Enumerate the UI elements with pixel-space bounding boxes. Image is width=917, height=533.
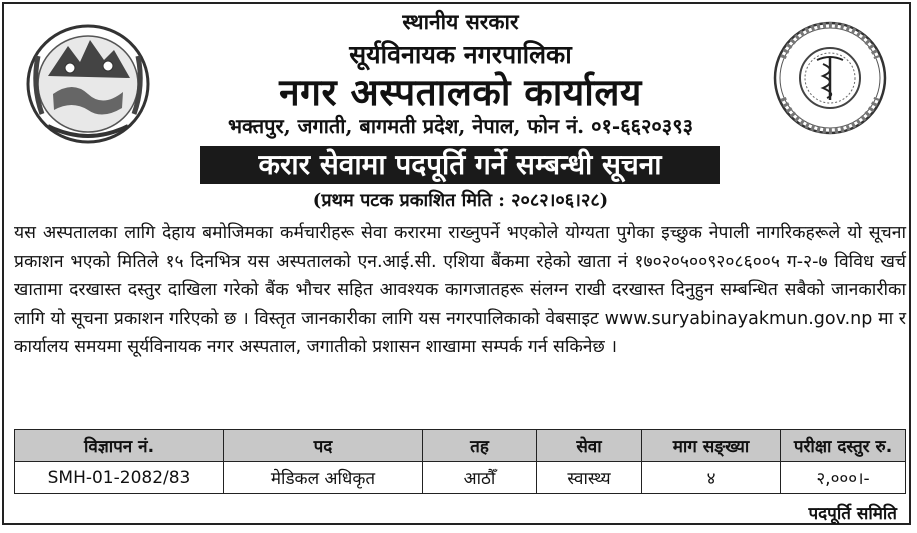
committee-signoff: पदपूर्ति समिति — [808, 504, 897, 524]
cell-level: आठौँ — [423, 462, 537, 494]
col-header-service: सेवा — [537, 430, 642, 462]
header-municipality: सूर्यविनायक नगरपालिका — [349, 40, 572, 69]
notice-page — [2, 2, 911, 525]
table-row — [15, 462, 906, 494]
header-address: भक्तपुर, जगाती, बागमती प्रदेश, नेपाल, फोन नं. ०१-६६२०३९३ — [227, 114, 694, 138]
notice-title-banner: करार सेवामा पदपूर्ति गर्ने सम्बन्धी सूचना — [200, 146, 720, 184]
table-header-row — [15, 430, 906, 462]
header-office-title: नगर अस्पतालको कार्यालय — [279, 70, 642, 114]
cell-ad-no: SMH-01-2082/83 — [15, 462, 224, 494]
publication-date: (प्रथम पटक प्रकाशित मिति : २०८२।०६।२८) — [312, 190, 609, 211]
col-header-exam-fee: परीक्षा दस्तुर रु. — [781, 430, 906, 462]
col-header-demand: माग सङ्ख्या — [642, 430, 781, 462]
col-header-level: तह — [423, 430, 537, 462]
col-header-ad-no: विज्ञापन नं. — [15, 430, 224, 462]
notice-body: यस अस्पतालका लागि देहाय बमोजिमका कर्मचारीहरू सेवा करारमा राख्नुपर्ने भएकोले योग्यता पुगेका इच्छुक नेपाली नागरिकहरूले यो सूचना प्रकाशन भएको मितिले १५ दिनभित्र यस अस्पतालको एन.आई.सी. एशिया बैंकमा रहेको खाता नं १७०२०५००९२०८६००५ ग-२-७ विविध खर्च खातामा दरखास्त दस्तुर दाखिला गरेको बैंक भौचर सहित आवश्यक कागजातहरू संलग्न राखी दरखास्त दिनुहुन सम्बन्धित सबैको जानकारीका लागि यो सूचना प्रकाशन गरिएको छ । विस्तृत जानकारीका लागि यस नगरपालिकाको वेबसाइट www.suryabinayakmun.gov.np मा र कार्यालय समयमा सूर्यविनायक नगर अस्पताल, जगातीको प्रशासन शाखामा सम्पर्क गर्न सकिनेछ । — [14, 223, 906, 357]
col-header-post: पद — [224, 430, 423, 462]
cell-exam-fee: २,०००।- — [781, 462, 906, 494]
cell-post: मेडिकल अधिकृत — [224, 462, 423, 494]
cell-service: स्वास्थ्य — [537, 462, 642, 494]
cell-demand: ४ — [642, 462, 781, 494]
vacancy-table — [14, 429, 906, 494]
header-local-government: स्थानीय सरकार — [402, 9, 519, 34]
